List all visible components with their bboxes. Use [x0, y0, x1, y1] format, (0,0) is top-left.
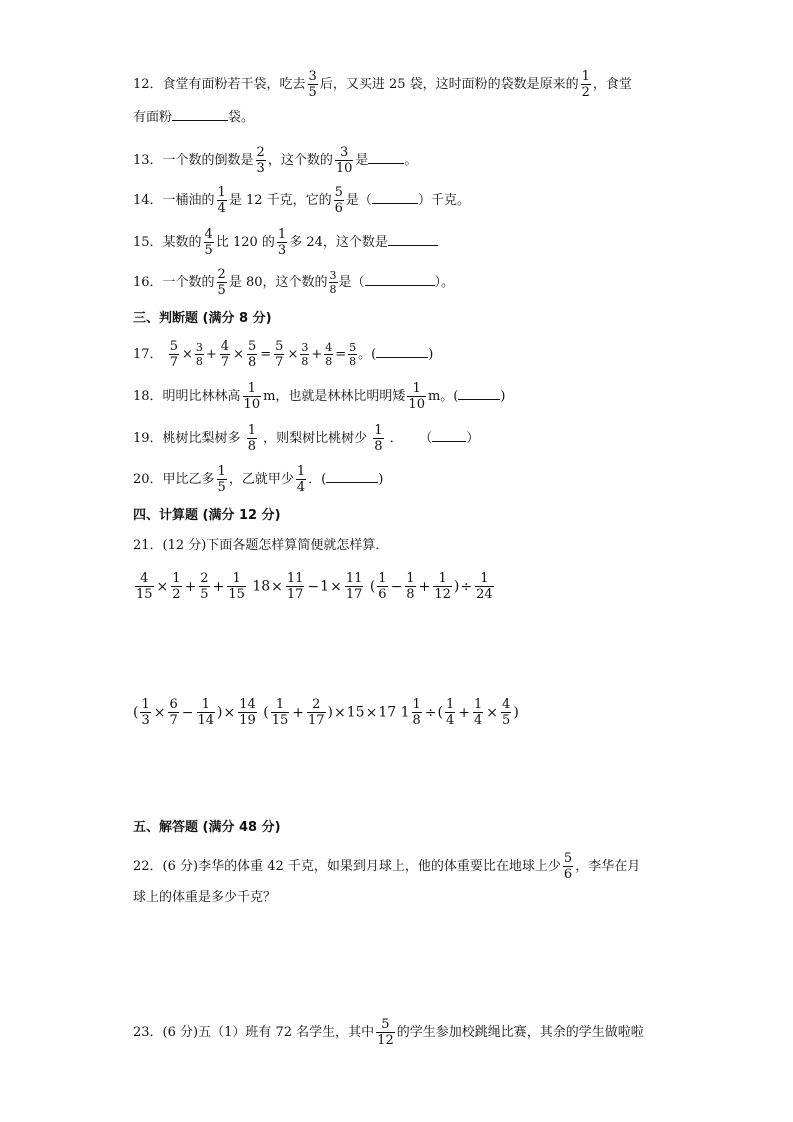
q14-fraction-2: [334, 186, 344, 215]
calc-fraction: [345, 572, 364, 601]
mixed-number-whole: 1: [400, 704, 410, 721]
q13-text-1: 13．一个数的倒数是: [133, 153, 254, 168]
fraction-numerator: 6: [169, 697, 178, 712]
plus-sign: +: [418, 578, 431, 595]
q22-text-1: 22．(6 分)李华的体重 42 千克，如果到月球上，他的体重要比在地球上少: [133, 859, 561, 874]
minus-sign: −: [307, 578, 320, 595]
q17-fraction: [195, 342, 204, 367]
plus-sign: +: [292, 704, 304, 721]
answer-blank[interactable]: [368, 151, 404, 164]
fraction-denominator: 2: [172, 587, 181, 602]
q15-fraction-1: [204, 228, 214, 257]
question-15: [133, 228, 438, 257]
q14-text-4: ）千克。: [417, 193, 470, 208]
fraction-denominator: 15: [271, 713, 289, 728]
calc-row-2: [133, 698, 519, 727]
fraction-denominator: 7: [169, 355, 178, 370]
question-23: [133, 1018, 644, 1047]
times-sign: ×: [486, 704, 499, 721]
plus-sign: +: [458, 704, 471, 721]
times-sign: ×: [233, 347, 244, 362]
q16-fraction-2: [329, 270, 338, 295]
times-sign: ×: [153, 704, 166, 721]
calc-number: 15: [346, 704, 365, 721]
q20-fraction-2: [296, 465, 306, 494]
calc-fraction: [197, 698, 216, 727]
times-sign: ×: [271, 578, 283, 595]
fraction-numerator: 1: [374, 423, 383, 438]
fraction-numerator: 1: [217, 464, 226, 479]
q17-fraction: [274, 340, 284, 369]
section-heading-calculation: 四、计算题 (满分 12 分): [133, 508, 281, 523]
plus-sign: +: [205, 347, 217, 362]
fraction-numerator: 5: [349, 341, 357, 354]
fraction-numerator: 1: [296, 464, 306, 479]
minus-sign: −: [181, 704, 194, 721]
answer-blank[interactable]: [172, 108, 228, 121]
q17-fraction: [220, 340, 230, 369]
calc-fraction: [271, 698, 290, 727]
fraction-denominator: 6: [563, 867, 573, 882]
q13-fraction-1: [256, 146, 266, 175]
fraction-denominator: 8: [325, 355, 333, 368]
calc-fraction: [171, 572, 181, 601]
question-14: [133, 186, 470, 215]
calc-fraction: [501, 698, 511, 727]
section-heading-judgement: 三、判断题 (满分 8 分): [133, 311, 272, 326]
question-13: [133, 146, 417, 175]
fraction-numerator: 1: [277, 227, 287, 242]
fraction-numerator: 2: [217, 267, 226, 282]
q14-text-1: 14．一桶油的: [133, 193, 215, 208]
fraction-numerator: 1: [271, 698, 290, 713]
fraction-denominator: 7: [169, 713, 178, 728]
plus-sign: +: [311, 347, 323, 362]
fraction-denominator: 3: [256, 161, 265, 176]
q12-text-3: ，食堂: [592, 77, 632, 92]
fraction-denominator: 7: [275, 355, 284, 370]
fraction-denominator: 8: [349, 355, 357, 368]
fraction-numerator: 5: [169, 339, 178, 354]
fraction-numerator: 1: [581, 69, 590, 84]
fraction-denominator: 5: [308, 85, 317, 100]
fraction-numerator: 5: [376, 1018, 395, 1033]
q19-fraction-1: [247, 424, 257, 453]
q17-fraction: [300, 342, 309, 367]
q12-text-5: 袋。: [228, 110, 255, 125]
fraction-denominator: 4: [217, 201, 226, 216]
answer-blank[interactable]: [372, 191, 418, 204]
open-paren: (: [437, 704, 443, 721]
calc-fraction: [227, 572, 246, 601]
calc-fraction: [286, 572, 305, 601]
fraction-denominator: 4: [474, 713, 483, 728]
fraction-numerator: 5: [334, 185, 343, 200]
fraction-denominator: 3: [141, 713, 150, 728]
calc-fraction: [238, 698, 257, 727]
fraction-denominator: 6: [378, 587, 387, 602]
q20-fraction-1: [217, 465, 227, 494]
q13-text-2: ，这个数的: [267, 153, 333, 168]
question-21: 21．(12 分)下面各题怎样算简便就怎样算．: [133, 538, 389, 553]
question-16: [133, 268, 454, 297]
fraction-numerator: 1: [227, 572, 246, 587]
fraction-denominator: 5: [204, 243, 213, 258]
calc-fraction: [445, 698, 455, 727]
minus-sign: −: [390, 578, 403, 595]
q17-fraction: [247, 340, 257, 369]
calc-fraction: [168, 698, 178, 727]
q20-text-1: 20．甲比乙多: [133, 472, 215, 487]
fraction-denominator: 12: [434, 587, 451, 602]
q13-text-3: 是: [355, 153, 369, 168]
fraction-numerator: 1: [475, 572, 494, 587]
equals-sign: =: [260, 347, 272, 362]
fraction-numerator: 1: [247, 423, 256, 438]
q12-fraction-2: [581, 70, 591, 99]
fraction-denominator: 2: [581, 85, 590, 100]
calc-fraction: [473, 698, 483, 727]
q15-fraction-2: [277, 228, 287, 257]
fraction-numerator: 4: [220, 339, 230, 354]
times-sign: ×: [287, 347, 299, 362]
fraction-numerator: 2: [200, 571, 209, 586]
answer-blank[interactable]: [365, 273, 435, 286]
q16-text-3: 是（: [338, 275, 365, 290]
calc-number: 17: [378, 704, 397, 721]
fraction-denominator: 15: [136, 587, 153, 602]
calc-fraction: [199, 572, 209, 601]
question-19: [133, 424, 479, 453]
fraction-denominator: 17: [345, 587, 363, 602]
q19-open-paren: （: [419, 431, 433, 446]
fraction-denominator: 6: [334, 201, 343, 216]
q15-text-1: 15．某数的: [133, 235, 202, 250]
calc-fraction: [307, 698, 326, 727]
question-22: [133, 852, 640, 881]
q15-text-2: 比 120 的: [215, 235, 275, 250]
q23-text-2: 的学生参加校跳绳比赛，其余的学生做啦啦: [396, 1025, 644, 1040]
fraction-denominator: 12: [377, 1033, 394, 1048]
times-sign: ×: [330, 578, 342, 595]
fraction-numerator: 5: [247, 339, 257, 354]
fraction-numerator: 3: [329, 269, 337, 282]
open-paren: (: [133, 704, 139, 721]
q18-fraction-1: [243, 382, 262, 411]
close-paren: ): [513, 704, 519, 721]
close-paren: ): [453, 578, 460, 595]
q17-open-paren: 。(: [358, 347, 377, 362]
fraction-denominator: 5: [217, 283, 226, 298]
q16-text-1: 16．一个数的: [133, 275, 215, 290]
fraction-denominator: 5: [200, 587, 209, 602]
q18-text-1: 18．明明比林林高: [133, 389, 241, 404]
times-sign: ×: [156, 578, 169, 595]
calc-fraction: [475, 572, 494, 601]
divide-sign: ÷: [460, 578, 473, 595]
times-sign: ×: [181, 347, 193, 362]
answer-blank[interactable]: [458, 387, 500, 400]
q18-text-3: m。(: [427, 389, 459, 404]
q15-text-3: 多 24，这个数是: [289, 235, 388, 250]
q16-fraction-1: [217, 268, 227, 297]
fraction-numerator: 1: [197, 698, 216, 713]
fraction-denominator: 8: [247, 439, 256, 454]
q19-close-paren: ）: [466, 431, 480, 446]
answer-blank[interactable]: [432, 429, 466, 442]
fraction-denominator: 5: [502, 713, 511, 728]
fraction-numerator: 3: [335, 146, 354, 161]
fraction-denominator: 15: [228, 587, 245, 602]
question-22-cont: 球上的体重是多少千克？: [133, 890, 277, 905]
fraction-numerator: 1: [407, 382, 426, 397]
fraction-numerator: 1: [243, 382, 262, 397]
fraction-denominator: 8: [247, 355, 257, 370]
fraction-numerator: 4: [502, 697, 511, 712]
fraction-numerator: 14: [239, 697, 256, 712]
fraction-denominator: 4: [296, 480, 306, 495]
fraction-denominator: 7: [220, 355, 230, 370]
fraction-denominator: 3: [277, 243, 287, 258]
q19-text-2: ，则梨树比桃树少: [263, 431, 368, 446]
answer-blank[interactable]: [376, 345, 428, 358]
fraction-numerator: 1: [172, 571, 181, 586]
fraction-numerator: 3: [195, 341, 203, 354]
fraction-numerator: 3: [308, 69, 317, 84]
q18-text-2: m，也就是林林比明明矮: [263, 389, 406, 404]
fraction-numerator: 1: [378, 571, 387, 586]
fraction-denominator: 14: [197, 713, 215, 728]
q14-text-2: 是 12 千克，它的: [228, 193, 332, 208]
times-sign: ×: [223, 704, 236, 721]
times-sign: ×: [365, 704, 378, 721]
q20-text-2: ，乙就甲少: [228, 472, 294, 487]
fraction-numerator: 4: [325, 341, 333, 354]
fraction-denominator: 8: [374, 439, 383, 454]
fraction-numerator: 1: [412, 697, 421, 712]
fraction-numerator: 1: [406, 571, 415, 586]
q13-fraction-2: [335, 146, 354, 175]
fraction-numerator: 11: [286, 571, 304, 586]
q22-text-2: ，李华在月: [575, 859, 641, 874]
q12-text-2: 后，又买进 25 袋，这时面粉的袋数是原来的: [319, 77, 579, 92]
answer-blank[interactable]: [388, 233, 438, 246]
calc-fraction: [405, 572, 415, 601]
q23-fraction: [376, 1018, 395, 1047]
fraction-numerator: 5: [275, 339, 284, 354]
fraction-denominator: 8: [301, 355, 309, 368]
fraction-denominator: 10: [243, 397, 261, 412]
divide-sign: ÷: [424, 704, 437, 721]
fraction-denominator: 8: [195, 355, 203, 368]
q14-fraction-1: [217, 186, 227, 215]
q12-fraction-1: [308, 70, 318, 99]
fraction-numerator: 2: [256, 145, 265, 160]
question-18: [133, 382, 505, 411]
times-sign: ×: [334, 704, 346, 721]
q14-text-3: 是（: [345, 193, 372, 208]
plus-sign: +: [212, 578, 225, 595]
fraction-denominator: 10: [335, 161, 353, 176]
fraction-numerator: 1: [474, 697, 483, 712]
q12-text-4: 有面粉: [133, 110, 173, 125]
q22-fraction: [563, 852, 573, 881]
fraction-denominator: 17: [286, 587, 304, 602]
calc-number: 1: [320, 578, 330, 595]
open-paren: (: [369, 578, 376, 595]
equals-sign: =: [335, 347, 347, 362]
plus-sign: +: [184, 578, 197, 595]
calc-fraction: [377, 572, 387, 601]
calc-fraction: [412, 698, 422, 727]
fraction-numerator: 1: [141, 697, 150, 712]
close-paren: ): [217, 704, 223, 721]
fraction-numerator: 1: [446, 697, 455, 712]
question-20: [133, 465, 383, 494]
open-paren: (: [263, 704, 269, 721]
fraction-denominator: 8: [329, 283, 337, 296]
fraction-numerator: 3: [301, 341, 309, 354]
calc-fraction: [135, 572, 154, 601]
fraction-numerator: 11: [345, 571, 363, 586]
close-paren: ): [327, 704, 334, 721]
q17-close-paren: ): [428, 347, 434, 362]
q18-fraction-2: [407, 382, 426, 411]
q12-text-1: 12．食堂有面粉若干袋，吃去: [133, 77, 306, 92]
fraction-denominator: 17: [308, 713, 325, 728]
q20-text-4: ): [378, 472, 384, 487]
q17-fraction: [348, 342, 357, 367]
fraction-numerator: 2: [307, 698, 326, 713]
question-17: [133, 340, 433, 369]
fraction-numerator: 4: [204, 227, 213, 242]
question-12: [133, 70, 632, 99]
q19-text-3: ．: [389, 431, 403, 446]
fraction-denominator: 19: [239, 713, 256, 728]
fraction-denominator: 10: [408, 397, 425, 412]
question-12-cont: [133, 108, 254, 128]
q20-text-3: ．(: [308, 472, 327, 487]
q19-text-1: 19．桃树比梨树多: [133, 431, 241, 446]
fraction-denominator: 8: [412, 713, 421, 728]
calc-number: 18: [252, 578, 271, 595]
calc-row-1: [133, 572, 496, 601]
q13-text-4: 。: [404, 153, 418, 168]
fraction-denominator: 8: [406, 587, 415, 602]
fraction-numerator: 5: [563, 851, 573, 866]
answer-blank[interactable]: [326, 470, 378, 483]
q17-fraction: [169, 340, 179, 369]
q19-fraction-2: [373, 424, 383, 453]
fraction-denominator: 4: [446, 713, 455, 728]
fraction-numerator: 1: [217, 185, 226, 200]
q17-number: 17．: [133, 347, 163, 362]
fraction-numerator: 1: [433, 572, 452, 587]
q16-text-2: 是 80，这个数的: [228, 275, 328, 290]
calc-fraction: [140, 698, 150, 727]
fraction-numerator: 4: [135, 572, 154, 587]
fraction-denominator: 24: [476, 587, 493, 602]
calc-fraction: [433, 572, 452, 601]
fraction-denominator: 5: [217, 480, 226, 495]
q16-text-4: ）。: [434, 275, 455, 290]
section-heading-word-problems: 五、解答题 (满分 48 分): [133, 820, 281, 835]
q23-text-1: 23．(6 分)五（1）班有 72 名学生，其中: [133, 1025, 375, 1040]
q17-fraction: [324, 342, 333, 367]
q18-text-4: ): [500, 389, 506, 404]
